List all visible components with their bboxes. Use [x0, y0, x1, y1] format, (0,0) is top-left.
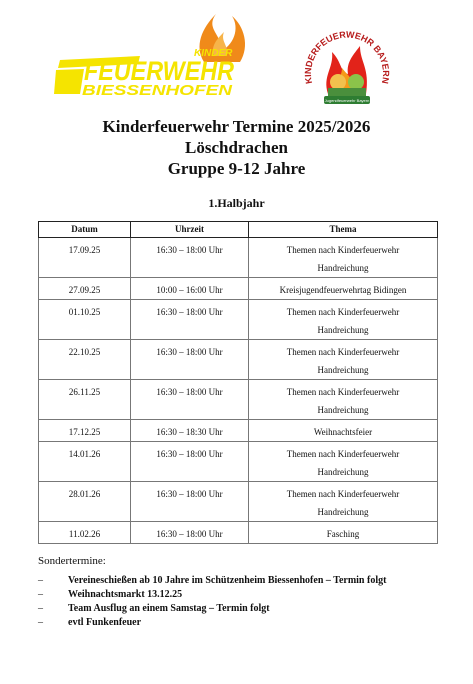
topic-line: Themen nach Kinderfeuerwehr — [286, 387, 400, 397]
list-item-text: Team Ausflug an einem Samstag – Termin folgt — [68, 603, 270, 614]
bullet-dash: – — [38, 575, 43, 586]
topic-line: Themen nach Kinderfeuerwehr — [286, 449, 400, 459]
child-figure-icon — [348, 74, 364, 90]
header-time: Uhrzeit — [131, 222, 249, 238]
table-row — [39, 278, 438, 300]
cell-time: 16:30 – 18:00 Uhr — [131, 442, 249, 482]
table-row — [39, 482, 438, 522]
topic-line: Handreichung — [317, 507, 369, 517]
cell-time: 10:00 – 16:00 Uhr — [131, 278, 249, 300]
list-item — [38, 574, 386, 588]
topic-line: Handreichung — [317, 263, 369, 273]
list-item — [38, 602, 386, 616]
table-header-row — [39, 222, 438, 238]
table-row — [39, 420, 438, 442]
special-dates-heading: Sondertermine: — [38, 555, 106, 567]
header-date: Datum — [39, 222, 131, 238]
half-year-heading: 1.Halbjahr — [208, 196, 265, 210]
topic-line: Themen nach Kinderfeuerwehr — [286, 307, 400, 317]
cell-topic — [249, 380, 438, 420]
list-item — [38, 616, 386, 630]
cell-date: 22.10.25 — [39, 340, 131, 380]
cell-date: 28.01.26 — [39, 482, 131, 522]
kinderfeuerwehr-bayern-logo — [298, 22, 396, 114]
table-row — [39, 380, 438, 420]
topic-line: Themen nach Kinderfeuerwehr — [286, 245, 400, 255]
topic-line: Themen nach Kinderfeuerwehr — [286, 347, 400, 357]
cell-topic — [249, 442, 438, 482]
special-dates-list — [38, 574, 386, 630]
cell-topic — [249, 522, 438, 544]
cell-date: 17.12.25 — [39, 420, 131, 442]
cell-time: 16:30 – 18:30 Uhr — [131, 420, 249, 442]
cell-time: 16:30 – 18:00 Uhr — [131, 300, 249, 340]
cell-time: 16:30 – 18:00 Uhr — [131, 340, 249, 380]
cell-date: 26.11.25 — [39, 380, 131, 420]
table-row — [39, 522, 438, 544]
bullet-dash: – — [38, 617, 43, 628]
child-figure-icon — [330, 74, 346, 90]
topic-line: Handreichung — [317, 325, 369, 335]
topic-line: Themen nach Kinderfeuerwehr — [286, 489, 400, 499]
bullet-dash: – — [38, 603, 43, 614]
bullet-dash: – — [38, 589, 43, 600]
cell-topic — [249, 300, 438, 340]
topic-line: Fasching — [326, 529, 360, 539]
cell-time: 16:30 – 18:00 Uhr — [131, 482, 249, 522]
logo-banner-text: Jugendfeuerwehr Bayern — [324, 98, 370, 103]
page-title: Kinderfeuerwehr Termine 2025/2026 — [102, 117, 371, 136]
topic-line: Handreichung — [317, 467, 369, 477]
list-item-text: Vereineschießen ab 10 Jahre im Schützenheim Biessenhofen – Termin folgt — [68, 575, 387, 586]
table-row — [39, 300, 438, 340]
cell-topic — [249, 482, 438, 522]
cell-topic — [249, 420, 438, 442]
cell-time: 16:30 – 18:00 Uhr — [131, 238, 249, 278]
topic-line: Kreisjugendfeuerwehrtag Bidingen — [279, 285, 407, 295]
title-block — [0, 116, 473, 179]
logo-ring-text: KINDERFEUERWEHR BAYERN — [302, 29, 392, 85]
table-row — [39, 442, 438, 482]
logo-kinder-text: KINDER — [194, 48, 233, 59]
cell-date: 01.10.25 — [39, 300, 131, 340]
schedule-table — [38, 221, 438, 544]
logo-feuerwehr-text: FEUERWEHR — [84, 56, 235, 86]
cell-topic — [249, 340, 438, 380]
header-topic: Thema — [249, 222, 438, 238]
topic-line: Handreichung — [317, 365, 369, 375]
group-name: Löschdrachen — [185, 138, 288, 157]
age-group: Gruppe 9-12 Jahre — [167, 159, 306, 178]
logo-biessenhofen-text: BIESSENHOFEN — [82, 82, 234, 98]
list-item — [38, 588, 386, 602]
list-item-text: evtl Funkenfeuer — [68, 617, 142, 628]
topic-line: Handreichung — [317, 405, 369, 415]
cell-date: 17.09.25 — [39, 238, 131, 278]
cell-topic — [249, 238, 438, 278]
cell-date: 14.01.26 — [39, 442, 131, 482]
topic-line: Weihnachtsfeier — [313, 427, 373, 437]
kinderfeuerwehr-biessenhofen-logo — [54, 6, 264, 98]
cell-date: 11.02.26 — [39, 522, 131, 544]
cell-time: 16:30 – 18:00 Uhr — [131, 522, 249, 544]
table-row — [39, 238, 438, 278]
cell-time: 16:30 – 18:00 Uhr — [131, 380, 249, 420]
list-item-text: Weihnachtsmarkt 13.12.25 — [68, 589, 183, 600]
cell-topic — [249, 278, 438, 300]
table-row — [39, 340, 438, 380]
cell-date: 27.09.25 — [39, 278, 131, 300]
